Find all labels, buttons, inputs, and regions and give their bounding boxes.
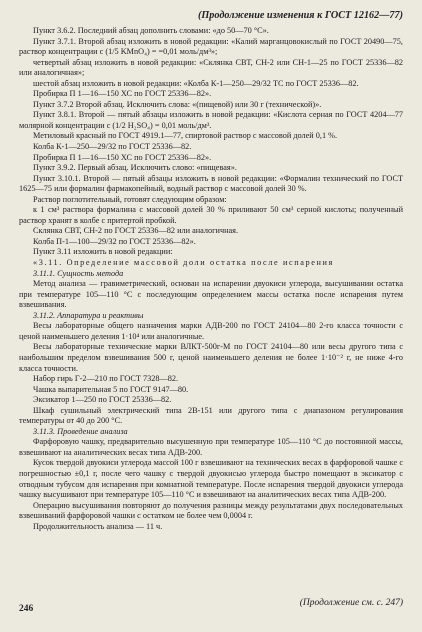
paragraph: Метод анализа — гравиметрический, основан на испарении двуокиси углерода, высушивании остатка при температуре 105—110 °С с последующим определением массы остатка после испарения путем взвешивания.: [19, 279, 403, 310]
paragraph: Весы лабораторные общего назначения марки АДВ-200 по ГОСТ 24104—80 2-го класса точности с ценой наименьшего деления 1·10⁴ или аналогичные.: [19, 321, 403, 341]
paragraph: Фарфоровую чашку, предварительно высушенную при температуре 105—110 °С до постоянной массы, взвешивают на аналитических весах типа АДВ-200.: [19, 437, 403, 457]
paragraph: шестой абзац изложить в новой редакции: «Колба К-1—250—29/32 ТС по ГОСТ 25336—82.: [33, 78, 359, 88]
paragraph: Пробирка П 1—16—150 ХС по ГОСТ 25336—82».: [33, 152, 212, 162]
paragraph: Операцию высушивания повторяют до получения разницы между результатами двух последовательных взвешиваний фарфоровой чашки с остатком не более чем 0,0004 г.: [19, 500, 403, 521]
paragraph: Чашка выпарительная 5 по ГОСТ 9147—80.: [33, 384, 189, 394]
paragraph: 3.11.2. Аппаратура и реактивы: [33, 310, 144, 320]
paragraph: Пункт 3.7.2 Второй абзац. Исключить слова: «(пищевой) или 30 г (технической)».: [33, 99, 322, 109]
page-number: 246: [19, 604, 34, 614]
paragraph: четвертый абзац изложить в новой редакции: «Склянка СВТ, СН-2 или СН-1—25 по ГОСТ 25336—82 или аналогичная»;: [19, 57, 403, 78]
paragraph: Кусок твердой двуокиси углерода массой 100 г взвешивают на технических весах в фарфоровой чашке с погрешностью ±0,1 г, после чего чашку с твердой двуокисью углерода быстро помещают в эксикатор с отводным тубусом для испарения при комнатной температуре. После испарения твердой двуокиси углерода чашку высушивают при температуре 105—110 °С и взвешивают на аналитических весах типа АДВ-200.: [19, 458, 403, 500]
continuation-note: (Продолжение см. с. 247): [299, 598, 403, 608]
paragraph: Весы лабораторные технические марки ВЛКТ-500г-М по ГОСТ 24104—80 или весы другого типа с наибольшим пределом взвешивания 500 г, ценой наименьшего деления не более 1·10⁻² г, не ниже 4-го класса точности.: [19, 342, 403, 373]
paragraph: Склянка СВТ, СН-2 по ГОСТ 25336—82 или аналогичная.: [33, 226, 239, 236]
paragraph: Пробирка П 1—16—150 ХС по ГОСТ 25336—82».: [33, 89, 212, 99]
paragraph: 3.11.3. Проведение анализа: [33, 426, 128, 436]
paragraph: Колба П-1—100—29/32 по ГОСТ 25336—82».: [33, 236, 196, 246]
paragraph: Пункт 3.10.1. Второй — пятый абзацы изложить в новой редакции: «Формалин технический по ГОСТ 1625—75 или формалин фармакопейный, водный раствор с массовой долей 30 %.: [19, 173, 403, 194]
paragraph: Раствор поглотительный, готовят следующим образом:: [33, 194, 227, 204]
paragraph: Пункт 3.7.1. Второй абзац изложить в новой редакции: «Калий марганцовокислый по ГОСТ 20490—75, раствор концентрации с (1/5 KMnO₄) = =0,01 моль/дм³»;: [19, 36, 403, 57]
document-body: [19, 26, 403, 532]
paragraph: 3.11.1. Сущность метода: [33, 268, 124, 278]
paragraph: Пункт 3.9.2. Первый абзац. Исключить слово: «пищевая».: [33, 163, 237, 173]
paragraph: Продолжительность анализа — 11 ч.: [33, 521, 163, 531]
paragraph: Пункт 3.8.1. Второй — пятый абзацы изложить в новой редакции: «Кислота серная по ГОСТ 4204—77 молярной концентрации с (1/2 H₂SO₄) = 0,01 моль/дм³.: [19, 110, 403, 130]
paragraph: Пункт 3.6.2. Последний абзац дополнить словами: «до 50—70 °С».: [33, 26, 269, 35]
paragraph: Метиловый красный по ГОСТ 4919.1—77, спиртовой раствор с массовой долей 0,1 %.: [33, 131, 338, 141]
paragraph: Эксикатор 1—250 по ГОСТ 25336—82.: [33, 395, 172, 405]
paragraph: Набор гирь Г-2—210 по ГОСТ 7328—82.: [33, 374, 179, 384]
paragraph: Колба К-1—250—29/32 по ГОСТ 25336—82.: [33, 142, 192, 152]
paragraph: «3.11. Определение массовой доли остатка после испарения: [33, 258, 334, 268]
page-header: (Продолжение изменения к ГОСТ 12162—77): [197, 10, 403, 21]
paragraph: к 1 см³ раствора формалина с массовой долей 30 % приливают 50 см³ серной кислоты; полученный раствор хранят в колбе с притертой пробкой.: [19, 205, 403, 225]
page-footer: [19, 598, 403, 612]
paragraph: Шкаф сушильный электрический типа 2В-151 или другого типа с диапазоном регулирования температуры от 40 до 200 °С.: [19, 405, 403, 426]
paragraph: Пункт 3.11 изложить в новой редакции:: [33, 247, 173, 257]
